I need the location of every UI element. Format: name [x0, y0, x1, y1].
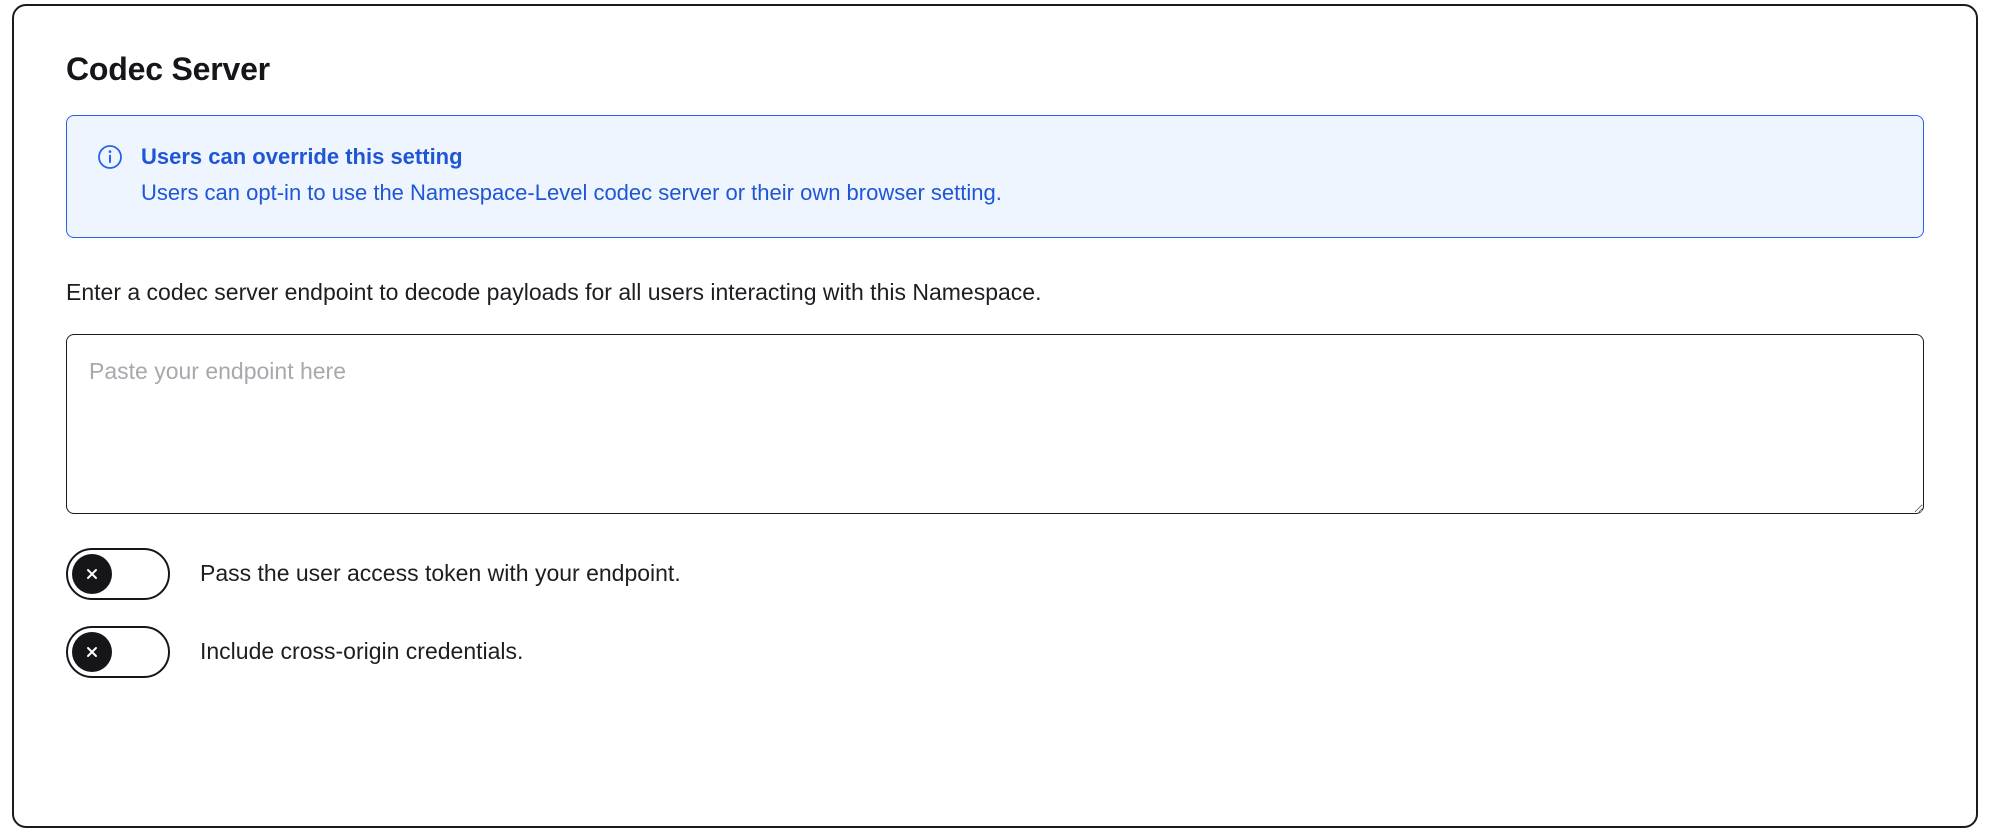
endpoint-description: Enter a codec server endpoint to decode payloads for all users interacting with this Namespace. — [66, 278, 1042, 305]
info-circle-icon — [97, 144, 123, 170]
toggle-row-cross-origin — [66, 626, 1924, 678]
callout-body: Users can opt-in to use the Namespace-Level codec server or their own browser setting. — [141, 179, 1002, 205]
codec-server-panel — [12, 4, 1978, 828]
toggle-row-access-token — [66, 548, 1924, 600]
include-cross-origin-credentials-label: Include cross-origin credentials. — [200, 637, 524, 664]
codec-endpoint-input[interactable] — [66, 334, 1924, 514]
override-info-callout — [66, 115, 1924, 237]
callout-title: Users can override this setting — [141, 144, 463, 170]
endpoint-input-wrapper — [66, 334, 1924, 514]
x-icon — [72, 632, 112, 672]
include-cross-origin-credentials-toggle[interactable] — [66, 626, 170, 678]
panel-body — [14, 6, 1976, 678]
page-title: Codec Server — [66, 51, 270, 87]
x-icon — [72, 554, 112, 594]
callout-text — [141, 142, 1893, 208]
pass-access-token-toggle[interactable] — [66, 548, 170, 600]
pass-access-token-label: Pass the user access token with your endpoint. — [200, 559, 681, 586]
